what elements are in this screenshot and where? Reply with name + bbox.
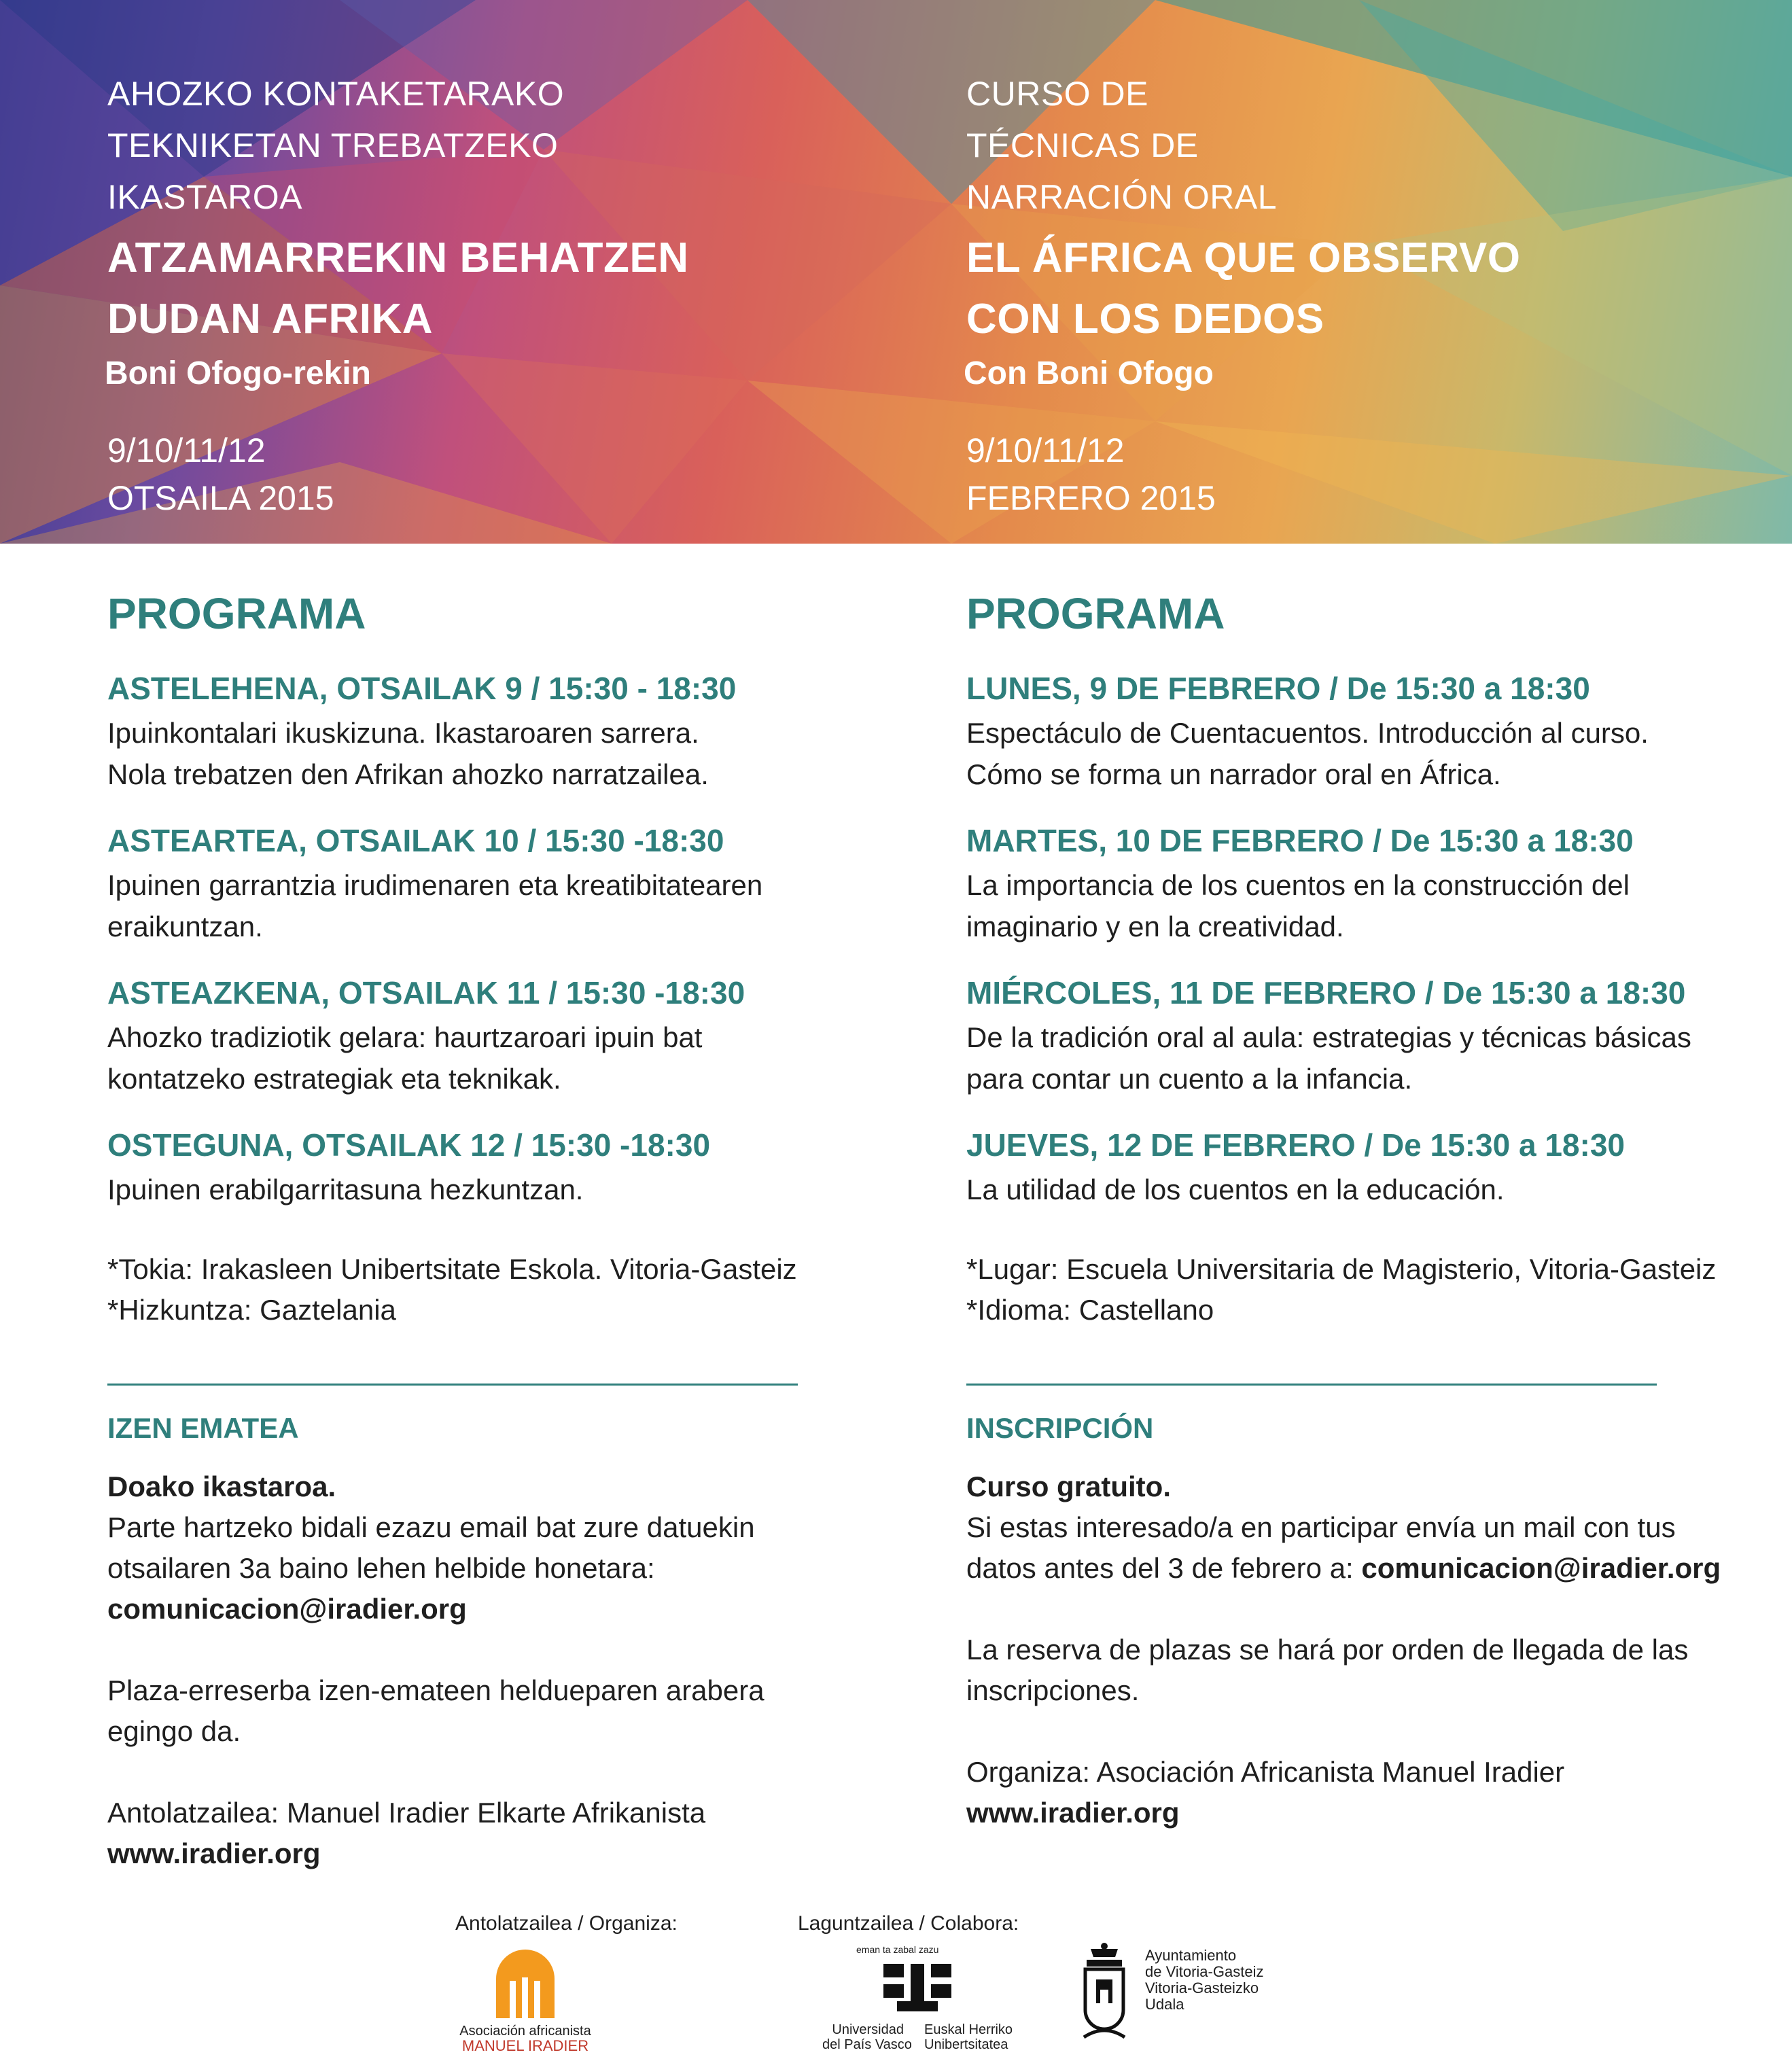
upv-text-eu: Euskal Herriko (924, 2022, 1013, 2037)
vitoria-crest-icon (1077, 1942, 1131, 2044)
place-info: *Lugar: Escuela Universitaria de Magisterio, Vitoria-Gasteiz (966, 1253, 1717, 1285)
registration-text: Si estas interesado/a en participar envía un mail con tus (966, 1511, 1676, 1543)
organizer-text: Antolatzailea: Manuel Iradier Elkarte Afrikanista (107, 1797, 706, 1829)
reserve-text: Plaza-erreserba izen-emateen helduераren arabera (107, 1674, 765, 1706)
course-dates: 9/10/11/12 (966, 431, 1125, 470)
website-link[interactable]: www.iradier.org (107, 1837, 321, 1869)
course-line: CURSO DE (966, 75, 1148, 113)
day-text: Ahozko tradiziotik gelara: haurtzaroari ipuin bat (107, 1021, 703, 1053)
iradier-logo (454, 1943, 597, 2059)
day-heading: OSTEGUNA, OTSAILAK 12 / 15:30 -18:30 (107, 1127, 711, 1163)
instructor: Con Boni Ofogo (964, 355, 1214, 391)
course-dates: 9/10/11/12 (107, 431, 266, 470)
header-banner (0, 0, 1792, 544)
day-text: para contar un cuento a la infancia. (966, 1063, 1413, 1095)
upv-text-es: del País Vasco (822, 2037, 912, 2052)
vitoria-text: Vitoria-Gasteizko (1145, 1979, 1259, 1996)
course-line: TEKNIKETAN TREBATZEKO (107, 126, 559, 164)
iradier-logo-line1: Asociación africanista (459, 2024, 591, 2039)
instructor: Boni Ofogo-rekin (105, 355, 371, 391)
upv-emblem-icon (877, 1957, 958, 2018)
course-line: TÉCNICAS DE (966, 126, 1199, 164)
day-heading: LUNES, 9 DE FEBRERO / De 15:30 a 18:30 (966, 671, 1590, 706)
programa-heading: PROGRAMA (966, 589, 1225, 638)
registration-text-line (966, 1548, 1721, 1589)
reserve-text: egingo da. (107, 1715, 241, 1747)
day-text: Nola trebatzen den Afrikan ahozko narratzailea. (107, 758, 709, 790)
day-text: Ipuinen erabilgarritasuna hezkuntzan. (107, 1174, 584, 1205)
course-title: ATZAMARREKIN BEHATZEN (107, 234, 689, 281)
section-divider (107, 1384, 798, 1386)
day-text: La importancia de los cuentos en la construcción del (966, 869, 1630, 901)
organiza-label: Antolatzailea / Organiza: (455, 1912, 678, 1935)
course-title: DUDAN AFRIKA (107, 296, 433, 342)
day-text: Ipuinen garrantzia irudimenaren eta kreatibitatearen (107, 869, 763, 901)
course-month: OTSAILA 2015 (107, 479, 334, 517)
vitoria-text: Ayuntamiento (1145, 1947, 1237, 1964)
language-info: *Hizkuntza: Gaztelania (107, 1294, 396, 1326)
day-heading: ASTEAZKENA, OTSAILAK 11 / 15:30 -18:30 (107, 975, 745, 1010)
day-heading: ASTELEHENA, OTSAILAK 9 / 15:30 - 18:30 (107, 671, 737, 706)
registration-text: otsailaren 3a baino lehen helbide honetara: (107, 1552, 655, 1584)
upv-text-es: Universidad (832, 2022, 904, 2037)
reserve-text: La reserva de plazas se hará por orden de llegada de las (966, 1634, 1689, 1666)
email-link[interactable]: comunicacion@iradier.org (1361, 1552, 1721, 1584)
upv-text-eu: Unibertsitatea (924, 2037, 1008, 2052)
course-title: EL ÁFRICA QUE OBSERVO (966, 234, 1521, 281)
day-heading: JUEVES, 12 DE FEBRERO / De 15:30 a 18:30 (966, 1127, 1625, 1163)
programa-heading: PROGRAMA (107, 589, 366, 638)
vitoria-gasteiz-logo (1077, 1942, 1308, 2059)
course-month: FEBRERO 2015 (966, 479, 1216, 517)
upv-ehu-logo (802, 1942, 1026, 2059)
day-heading: MARTES, 10 DE FEBRERO / De 15:30 a 18:30 (966, 823, 1634, 858)
day-text: eraikuntzan. (107, 911, 263, 943)
day-text: kontatzeko estrategiak eta teknikak. (107, 1063, 561, 1095)
iradier-arch-icon (454, 1943, 597, 2025)
upv-motto: eman ta zabal zazu (856, 1944, 939, 1955)
course-line: IKASTAROA (107, 178, 302, 216)
website-link[interactable]: www.iradier.org (966, 1797, 1180, 1829)
registration-heading: INSCRIPCIÓN (966, 1412, 1154, 1444)
colabora-label: Laguntzailea / Colabora: (798, 1912, 1019, 1935)
day-text: Espectáculo de Cuentacuentos. Introducción al curso. (966, 717, 1649, 749)
iradier-logo-line2: MANUEL IRADIER (461, 2037, 589, 2054)
vitoria-text: de Vitoria-Gasteiz (1145, 1963, 1264, 1980)
registration-heading: IZEN EMATEA (107, 1412, 299, 1444)
registration-text: datos antes del 3 de febrero a: (966, 1552, 1362, 1584)
day-text: Cómo se forma un narrador oral en África. (966, 758, 1501, 790)
free-course: Curso gratuito. (966, 1470, 1171, 1502)
day-heading: ASTEARTEA, OTSAILAK 10 / 15:30 -18:30 (107, 823, 724, 858)
place-info: *Tokia: Irakasleen Unibertsitate Eskola. Vitoria-Gasteiz (107, 1253, 797, 1285)
section-divider (966, 1384, 1657, 1386)
organizer-text: Organiza: Asociación Africanista Manuel Iradier (966, 1756, 1565, 1788)
day-heading: MIÉRCOLES, 11 DE FEBRERO / De 15:30 a 18:30 (966, 975, 1686, 1010)
free-course: Doako ikastaroa. (107, 1470, 336, 1502)
day-text: La utilidad de los cuentos en la educación. (966, 1174, 1505, 1205)
day-text: De la tradición oral al aula: estrategias y técnicas básicas (966, 1021, 1691, 1053)
course-line: AHOZKO KONTAKETARAKO (107, 75, 565, 113)
day-text: Ipuinkontalari ikuskizuna. Ikastaroaren sarrera. (107, 717, 699, 749)
registration-text: Parte hartzeko bidali ezazu email bat zure datuekin (107, 1511, 755, 1543)
language-info: *Idioma: Castellano (966, 1294, 1214, 1326)
vitoria-text: Udala (1145, 1996, 1184, 2013)
day-text: imaginario y en la creatividad. (966, 911, 1344, 943)
reserve-text: inscripciones. (966, 1674, 1140, 1706)
email-link[interactable]: comunicacion@iradier.org (107, 1593, 467, 1625)
course-line: NARRACIÓN ORAL (966, 178, 1278, 216)
course-title: CON LOS DEDOS (966, 296, 1324, 342)
